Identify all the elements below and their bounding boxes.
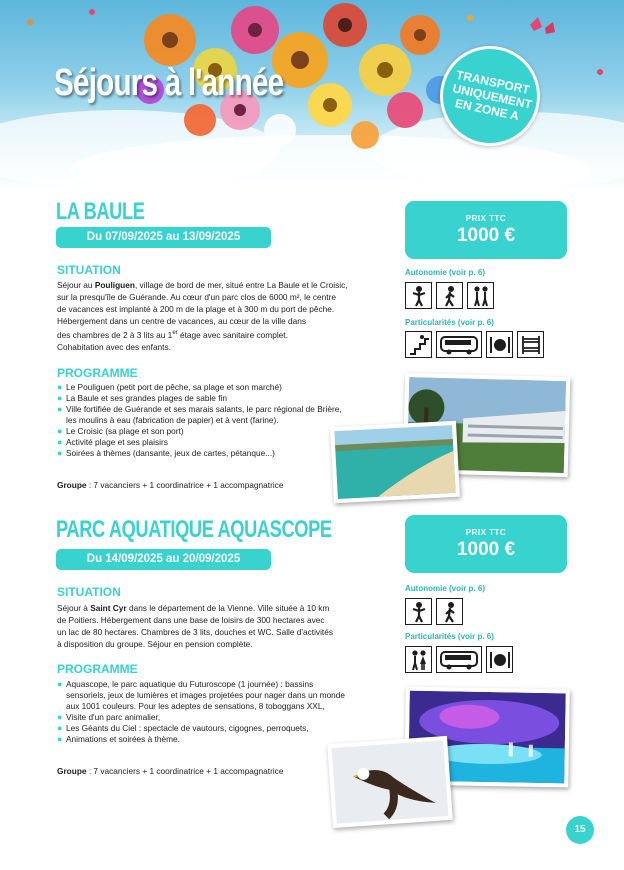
stairs-icon: [405, 331, 432, 358]
header-banner: [0, 0, 624, 190]
groupe-info: Groupe : 7 vacanciers + 1 coordinatrice + 1 accompagnatrice: [57, 480, 284, 490]
section-title-la-baule: LA BAULE: [56, 198, 145, 225]
two-persons-icon: [467, 282, 494, 309]
particularites-icons: [405, 646, 513, 673]
price-value: 1000 €: [456, 539, 516, 560]
photo-eagle: [327, 736, 453, 828]
list-item: ● La Baule et ses grandes plages de sable fin: [57, 393, 227, 403]
autonomie-icons: [405, 282, 494, 309]
autonomie-label: Autonomie (voir p. 6): [405, 268, 485, 277]
particularites-icons: [405, 331, 544, 358]
particularites-label: Particularités (voir p. 6): [405, 318, 494, 327]
section-title-aquascope: PARC AQUATIQUE AQUASCOPE: [56, 516, 332, 543]
autonomie-label: Autonomie (voir p. 6): [405, 584, 485, 593]
price-value: 1000 €: [456, 225, 516, 246]
particularites-label: Particularités (voir p. 6): [405, 632, 494, 641]
situation-heading: SITUATION: [57, 585, 121, 599]
walking-person-icon: [436, 598, 463, 625]
list-item: ● Soirées à thèmes (dansante, jeux de cartes, pétanque...): [57, 448, 275, 458]
bus-icon: [436, 646, 482, 673]
list-item: ● Le Pouliguen (petit port de pêche, sa plage et son marché): [57, 382, 282, 392]
programme-list: [57, 679, 392, 745]
situation-text: Séjour à Saint Cyr dans le département de la Vienne. Ville située à 10 km de Poitiers. Hébergement dans une base de loisirs de 300 hectares avec un lac de 80 hectares. Chambres de 3 lits, douches et WC. Salle d'activités à disposition du groupe. Séjour en pension complète.: [57, 603, 333, 649]
bunk-bed-icon: [517, 331, 544, 358]
standing-person-icon: [405, 598, 432, 625]
programme-heading: PROGRAMME: [57, 366, 138, 380]
list-item: ● Activité plage et ses plaisirs: [57, 437, 168, 447]
list-item: ● Visite d'un parc animalier,: [57, 712, 161, 722]
situation-heading: SITUATION: [57, 263, 121, 277]
price-label: PRIX TTC: [465, 214, 507, 223]
walking-person-icon: [436, 282, 463, 309]
page-title: Séjours à l'année: [54, 62, 284, 104]
price-box: [405, 201, 567, 259]
date-badge: Du 07/09/2025 au 13/09/2025: [56, 227, 271, 248]
list-item: ● Aquascope, le parc aquatique du Futuroscope (1 journée) : bassins sensoriels, jeux de lumières et images projetées pour nager dans un monde aux 1001 couleurs. Pour les adeptes de sensations, 8 toboggans XXL,: [57, 679, 346, 711]
standing-person-icon: [405, 282, 432, 309]
list-item: ● Ville fortifiée de Guérande et ses marais salants, le parc régional de Brière, les moulins à eau (fabrication de papier) et à vent (farine).: [57, 404, 342, 425]
list-item: ● Les Géants du Ciel : spectacle de vautours, cigognes, perroquets,: [57, 723, 309, 733]
date-badge: Du 14/09/2025 au 20/09/2025: [56, 549, 271, 570]
autonomie-icons: [405, 598, 463, 625]
list-item: ● Le Croisic (sa plage et son port): [57, 426, 184, 436]
page-number: 15: [566, 816, 594, 844]
transport-badge-text: TRANSPORT UNIQUEMENT EN ZONE A: [451, 67, 534, 124]
meal-icon: [486, 646, 513, 673]
programme-heading: PROGRAMME: [57, 662, 138, 676]
price-box: [405, 515, 567, 573]
situation-text: Séjour au Pouliguen, village de bord de mer, situé entre La Baule et le Croisic, sur la presqu'île de Guérande. Au cœur d'un parc clos de 6000 m², le centre de vacances est implanté à 200 m de la plage et à 300 m du port de pêche. Hébergement dans un centre de vacances, au cœur de la ville dans des chambres de 2 à 3 lits au 1er étage avec sanitaire complet. Cohabitation avec des enfants.: [57, 280, 348, 352]
groupe-info: Groupe : 7 vacanciers + 1 coordinatrice + 1 accompagnatrice: [57, 766, 284, 776]
meal-icon: [486, 331, 513, 358]
price-label: PRIX TTC: [465, 528, 507, 537]
photo-beach: [330, 421, 460, 503]
bus-icon: [436, 331, 482, 358]
couple-icon: [405, 646, 432, 673]
list-item: ● Animations et soirées à thème.: [57, 734, 180, 744]
